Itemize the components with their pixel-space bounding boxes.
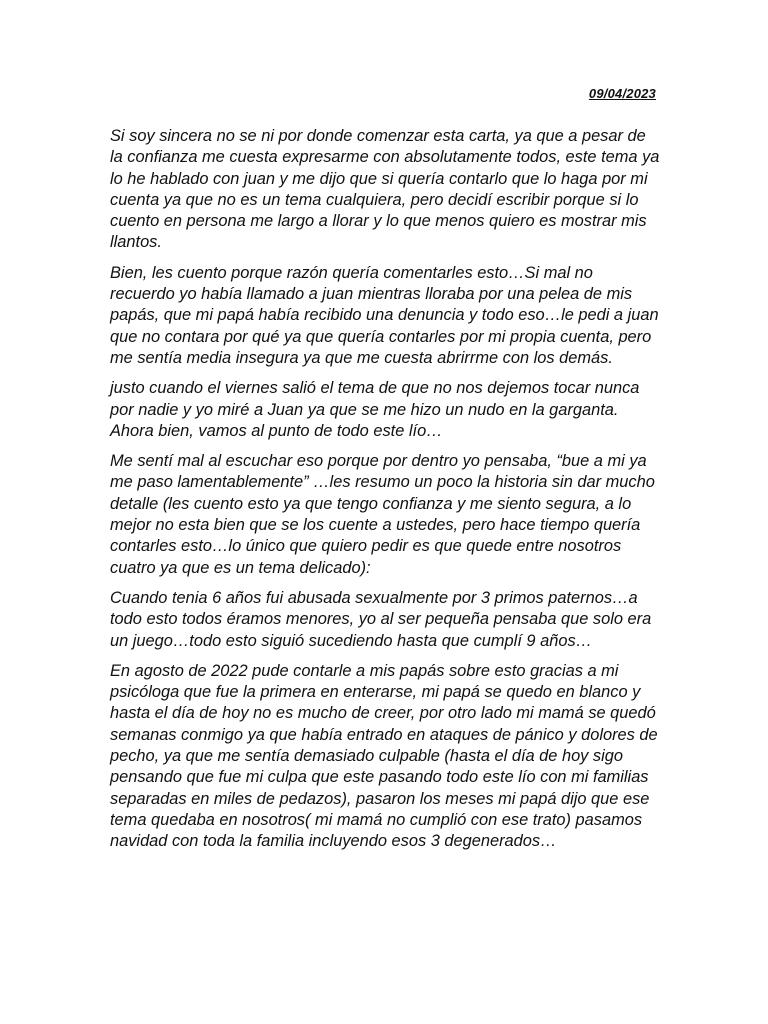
document-date: 09/04/2023 bbox=[588, 86, 656, 101]
paragraph-6: En agosto de 2022 pude contarle a mis papás sobre esto gracias a mi psicóloga que fue la primera en enterarse, mi papá se quedo en blanco y hasta el día de hoy no es mucho de creer, por otro lado mi mamá se quedó semanas conmigo ya que había entrado en ataques de pánico y dolores de pecho, ya que me sentía demasiado culpable (hasta el día de hoy sigo pensando que fue mi culpa que este pasando todo este lío con mi familias separadas en miles de pedazos), pasaron los meses mi papá dijo que ese tema quedaba en nosotros( mi mamá no cumplió con ese trato) pasamos navidad con toda la familia incluyendo esos 3 degenerados… bbox=[110, 661, 658, 851]
paragraph-1: Si soy sincera no se ni por donde comenzar esta carta, ya que a pesar de la confianza me cuesta expresarme con absolutamente todos, este tema ya lo he hablado con juan y me dijo que si quería contarlo que lo haga por mi cuenta ya que no es un tema cualquiera, pero decidí escribir porque si lo cuento en persona me largo a llorar y lo que menos quiero es mostrar mis llantos. bbox=[110, 127, 660, 252]
letter-body bbox=[110, 126, 660, 862]
paragraph-5: Cuando tenia 6 años fui abusada sexualmente por 3 primos paternos…a todo esto todos éramos menores, yo al ser pequeña pensaba que solo era un juego…todo esto siguió sucediendo hasta que cumplí 9 años… bbox=[110, 588, 652, 650]
paragraph-2: Bien, les cuento porque razón quería comentarles esto…Si mal no recuerdo yo había llamado a juan mientras lloraba por una pelea de mis papás, que mi papá había recibido una denuncia y todo eso…le pedi a juan que no contara por qué ya que quería contarles por mi propia cuenta, pero me sentía media insegura ya que me cuesta abrirrme con los demás. bbox=[110, 263, 659, 367]
paragraph-3: justo cuando el viernes salió el tema de que no nos dejemos tocar nunca por nadie y yo miré a Juan ya que se me hizo un nudo en la garganta. Ahora bien, vamos al punto de todo este lío… bbox=[110, 379, 640, 440]
paragraph-4: Me sentí mal al escuchar eso porque por dentro yo pensaba, “bue a mi ya me paso lamentablemente” …les resumo un poco la historia sin dar mucho detalle (les cuento esto ya que tengo confianza y me siento segura, a lo mejor no esta bien que se los cuente a ustedes, pero hace tiempo quería contarles esto…lo único que quiero pedir es que quede entre nosotros cuatro ya que es un tema delicado): bbox=[110, 452, 655, 577]
